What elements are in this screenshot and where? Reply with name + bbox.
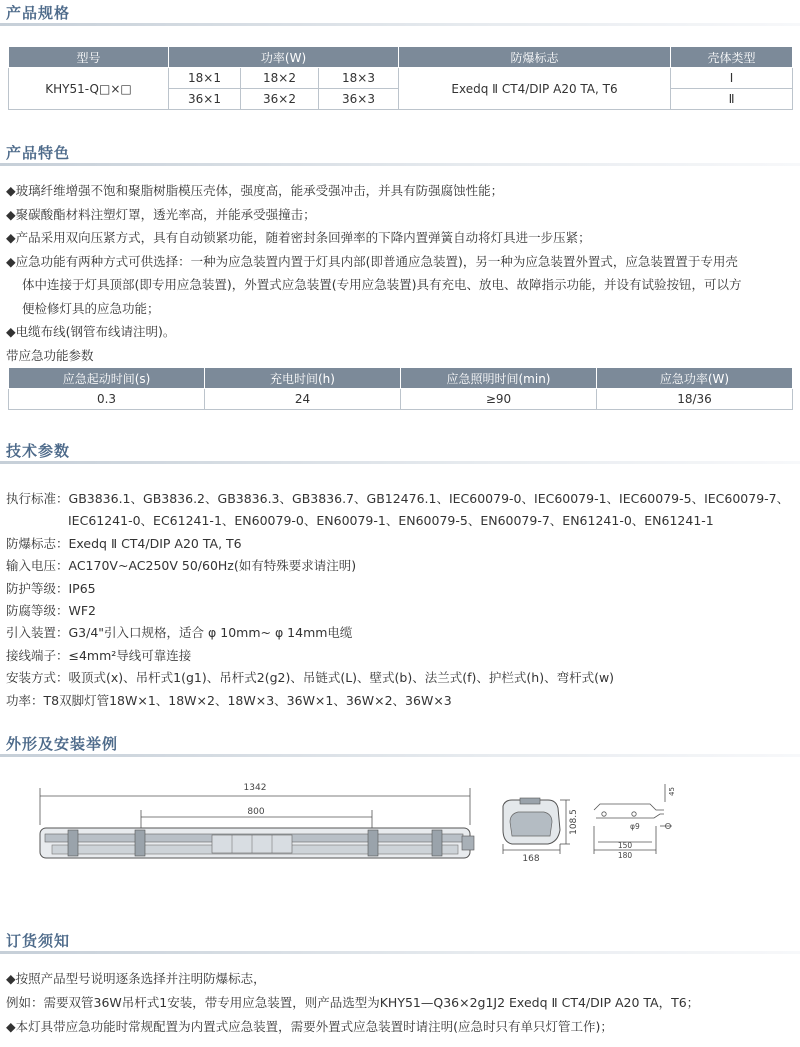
power-cell: 36×2 — [241, 89, 319, 110]
header-ex: 防爆标志 — [399, 47, 671, 68]
divider — [0, 461, 800, 464]
dim-hole-label: φ9 — [630, 822, 640, 831]
luminaire-end-view — [503, 798, 570, 854]
section-title: 技术参数 — [6, 442, 71, 460]
header-power: 功率(W) — [169, 47, 399, 68]
corrosion-row: 防腐等级：WF2 — [6, 602, 97, 618]
list-item: ◆产品采用双向压紧方式，具有自动锁紧功能，随着密封条回弹率的下降内置弹簧自动将灯具进一步压紧； — [6, 230, 591, 245]
section-title: 外形及安装举例 — [6, 735, 119, 753]
dim-180-label: 180 — [617, 851, 633, 860]
standards-line-1: GB3836.1、GB3836.2、GB3836.3、GB3836.7、GB12476.1、IEC60079-0、IEC60079-1、IEC60079-5、IEC60079-7、 — [68, 491, 790, 506]
value-cell: 0.3 — [9, 389, 205, 410]
ex-cell: Exedq Ⅱ CT4/DIP A20 TA, T6 — [399, 68, 671, 110]
section-title: 产品特色 — [6, 144, 71, 162]
section-title: 订货须知 — [6, 932, 71, 950]
list-item: ◆电缆布线(钢管布线请注明)。 — [6, 324, 176, 339]
ex-row: 防爆标志：Exedq Ⅱ CT4/DIP A20 TA, T6 — [6, 535, 242, 551]
list-item: ◆按照产品型号说明逐条选择并注明防爆标志， — [6, 971, 266, 986]
power-cell: 18×1 — [169, 68, 241, 89]
table-row — [9, 389, 793, 410]
table-header-row — [9, 368, 793, 389]
header-power: 应急功率(W) — [597, 368, 793, 389]
list-item: ◆聚碳酸酯材料注塑灯罩，透光率高，并能承受强撞击； — [6, 206, 316, 222]
list-item: 便检修灯具的应急功能； — [22, 300, 160, 316]
section-spec — [0, 0, 800, 26]
header-charge: 充电时间(h) — [205, 368, 401, 389]
model-cell: KHY51-Q□×□ — [9, 68, 169, 110]
power-cell: 36×3 — [319, 89, 399, 110]
spec-table — [8, 46, 793, 110]
shell-cell: Ⅰ — [671, 68, 793, 89]
section-tech — [0, 438, 800, 464]
divider — [0, 23, 800, 26]
list-item: 体中连接于灯具顶部(即专用应急装置)，外置式应急装置(专用应急装置)具有充电、放电、故障指示功能，并设有试验按钮，可以方 — [22, 277, 742, 292]
section-install — [0, 731, 800, 757]
value-cell: 18/36 — [597, 389, 793, 410]
section-title: 产品规格 — [6, 4, 71, 22]
header-start: 应急起动时间(s) — [9, 368, 205, 389]
luminaire-side-view — [40, 828, 474, 858]
shell-cell: Ⅱ — [671, 89, 793, 110]
mount-row: 安装方式：吸顶式(x)、吊杆式1(g1)、吊杆式2(g2)、吊链式(L)、壁式(b)、法兰式(f)、护栏式(h)、弯杆式(w) — [6, 670, 615, 686]
power-cell: 18×3 — [319, 68, 399, 89]
tech-params — [6, 488, 796, 712]
table-header-row — [9, 47, 793, 68]
dimension-drawing — [0, 770, 800, 880]
divider — [0, 951, 800, 954]
section-order — [0, 928, 800, 954]
ip-row: 防护等级：IP65 — [6, 580, 96, 596]
dim-45-label: 45 — [668, 787, 676, 796]
divider — [0, 163, 800, 166]
header-shell: 壳体类型 — [671, 47, 793, 68]
value-cell: 24 — [205, 389, 401, 410]
power-cell: 18×2 — [241, 68, 319, 89]
dim-total-label: 1342 — [243, 783, 267, 793]
list-item: ◆应急功能有两种方式可供选择：一种为应急装置内置于灯具内部(即普通应急装置)，另一种为应急装置外置式，应急装置置于专用壳 — [6, 253, 738, 269]
standards-line-2: IEC61241-0、EC61241-1、EN60079-0、EN60079-1、EN60079-5、EN60079-7、EN61241-0、EN61241-1 — [68, 513, 714, 529]
list-item: ◆本灯具带应急功能时常规配置为内置式应急装置，需要外置式应急装置时请注明(应急时只有单只灯管工作)； — [6, 1019, 613, 1034]
order-notes — [6, 967, 796, 1039]
standards-row — [6, 488, 796, 510]
list-item: 例如：需要双管36W吊杆式1安装，带专用应急装置，则产品选型为KHY51—Q36×2g1J2 Exedq Ⅱ CT4/DIP A20 TA，T6； — [6, 995, 700, 1010]
power-cell: 36×1 — [169, 89, 241, 110]
emergency-title: 带应急功能参数 — [6, 348, 94, 363]
dim-height-label: 108.5 — [569, 809, 579, 835]
terminal-row: 接线端子：≤4mm²导线可靠连接 — [6, 647, 192, 663]
dim-inner-label: 800 — [247, 807, 265, 817]
header-model: 型号 — [9, 47, 169, 68]
value-cell: ≥90 — [401, 389, 597, 410]
power-row: 功率：T8双脚灯管18W×1、18W×2、18W×3、36W×1、36W×2、36W×3 — [6, 692, 452, 708]
dim-150-label: 150 — [617, 841, 633, 850]
table-row — [9, 68, 793, 89]
mounting-bracket — [594, 784, 672, 854]
header-duration: 应急照明时间(min) — [401, 368, 597, 389]
section-features — [0, 140, 800, 166]
list-item: ◆玻璃纤维增强不饱和聚脂树脂模压壳体，强度高，能承受强冲击，并具有防强腐蚀性能； — [6, 183, 504, 198]
standards-label: 执行标准： — [6, 491, 69, 506]
entry-row: 引入装置：G3/4"引入口规格，适合 φ 10mm~ φ 14mm电缆 — [6, 625, 353, 641]
emergency-table — [8, 367, 793, 410]
feature-list — [6, 179, 794, 344]
dim-width-label: 168 — [522, 854, 540, 864]
divider — [0, 754, 800, 757]
voltage-row: 输入电压：AC170V~AC250V 50/60Hz(如有特殊要求请注明) — [6, 558, 357, 574]
